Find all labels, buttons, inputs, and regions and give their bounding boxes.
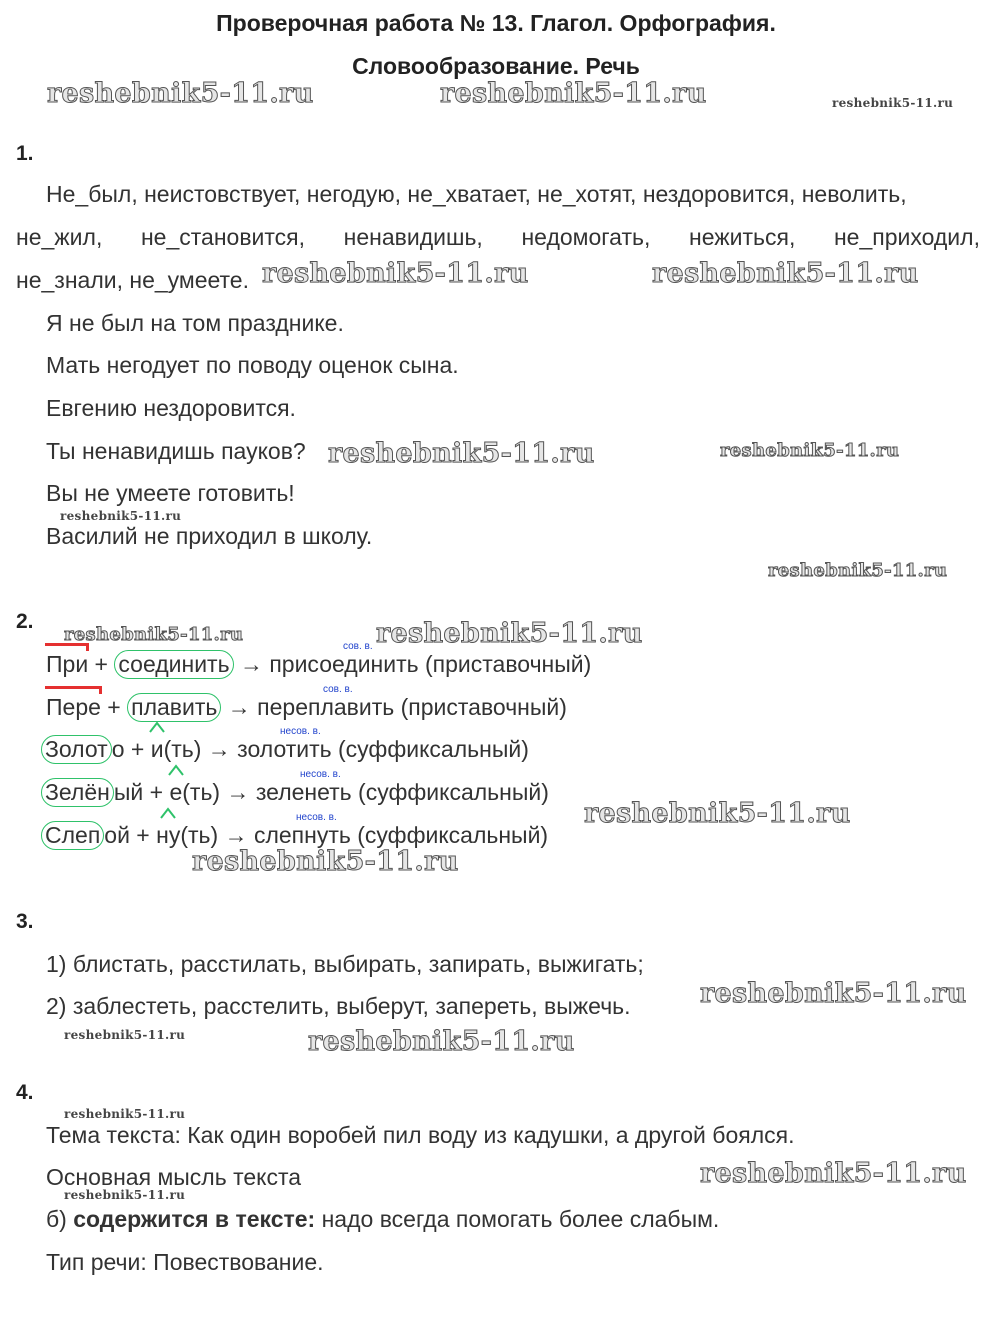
sentence: Евгению нездоровится.: [46, 395, 296, 421]
sentence: Мать негодует по поводу оценок сына.: [46, 352, 459, 378]
watermark: reshebnik5-11.ru: [262, 258, 529, 289]
base-oval: соединить: [114, 650, 233, 679]
watermark: reshebnik5-11.ru: [652, 258, 919, 289]
answer-line: 1) блистать, расстилать, выбирать, запирать, выжигать;: [46, 951, 644, 977]
watermark: reshebnik5-11.ru: [768, 560, 948, 581]
paragraph-line: не_знали, не_умеете.: [16, 267, 249, 293]
root-oval: Слеп: [41, 821, 104, 850]
watermark: reshebnik5-11.ru: [192, 846, 459, 877]
sentence: Василий не приходил в школу.: [46, 523, 373, 549]
word-formation-row: При + соединить → присоединить (приставочный): [46, 650, 591, 679]
prefix-morpheme: Пере: [46, 694, 101, 721]
word-formation-row: Пере + плавить → переплавить (приставочный): [46, 693, 567, 722]
suffix-caret-icon: [160, 807, 176, 819]
watermark: reshebnik5-11.ru: [60, 509, 182, 523]
watermark: reshebnik5-11.ru: [376, 618, 643, 649]
watermark: reshebnik5-11.ru: [440, 78, 707, 109]
word: ненавидишь,: [343, 224, 483, 250]
task-number: 2.: [16, 610, 34, 633]
watermark: reshebnik5-11.ru: [64, 1107, 186, 1121]
paragraph-line: [16, 224, 980, 251]
word-formation-row: Золот о + и(ть) → золотить (суффиксальный): [41, 735, 529, 764]
aspect-note: несов. в.: [296, 812, 337, 823]
watermark: reshebnik5-11.ru: [584, 798, 851, 829]
speech-type: Тип речи: Повествование.: [46, 1249, 324, 1275]
prefix-mark-icon: [45, 643, 89, 651]
page-subtitle: Словообразование. Речь: [352, 53, 640, 79]
prefix-morpheme: При: [46, 651, 88, 678]
word: не_жил,: [16, 224, 103, 250]
text-theme: Тема текста: Как один воробей пил воду из кадушки, а другой боялся.: [46, 1122, 795, 1148]
prefix-mark-icon: [45, 686, 102, 694]
watermark: reshebnik5-11.ru: [832, 96, 954, 110]
main-idea-label: Основная мысль текста: [46, 1164, 302, 1190]
aspect-note: несов. в.: [280, 726, 321, 737]
aspect-note: сов. в.: [323, 684, 353, 695]
main-idea-bold: содержится в тексте:: [73, 1206, 316, 1232]
task-number: 4.: [16, 1081, 34, 1104]
watermark: reshebnik5-11.ru: [64, 1028, 186, 1042]
watermark: reshebnik5-11.ru: [47, 78, 314, 109]
sentence: Я не был на том празднике.: [46, 310, 344, 336]
aspect-note: сов. в.: [343, 641, 373, 652]
suffix-caret-icon: [168, 764, 184, 776]
base-oval: плавить: [127, 693, 221, 722]
page-title: Проверочная работа № 13. Глагол. Орфография.: [216, 10, 776, 36]
word: недомогать,: [521, 224, 651, 250]
word-formation-row: Слеп ой + ну(ть) → слепнуть (суффиксальный): [41, 821, 548, 850]
watermark: reshebnik5-11.ru: [720, 440, 900, 461]
root-oval: Золот: [41, 735, 112, 764]
watermark: reshebnik5-11.ru: [64, 1188, 186, 1202]
main-idea-answer: б) содержится в тексте: надо всегда помогать более слабым.: [46, 1206, 720, 1232]
word: нежиться,: [689, 224, 796, 250]
suffix-morpheme: ну: [156, 822, 180, 849]
root-oval: Зелён: [41, 778, 114, 807]
watermark: reshebnik5-11.ru: [700, 978, 967, 1009]
answer-line: 2) заблестеть, расстелить, выберут, запереть, выжечь.: [46, 993, 631, 1019]
watermark: reshebnik5-11.ru: [700, 1158, 967, 1189]
suffix-caret-icon: [149, 721, 165, 733]
suffix-morpheme: и: [151, 736, 164, 763]
suffix-morpheme: е: [169, 779, 182, 806]
word: не_становится,: [140, 224, 306, 250]
sentence: Ты ненавидишь пауков?: [46, 438, 306, 464]
paragraph-line: Не_был, неистовствует, негодую, не_хватает, не_хотят, нездоровится, неволить,: [46, 181, 907, 207]
sentence: Вы не умеете готовить!: [46, 480, 295, 506]
watermark: reshebnik5-11.ru: [64, 624, 244, 645]
task-number: 1.: [16, 142, 34, 165]
aspect-note: несов. в.: [300, 769, 341, 780]
watermark: reshebnik5-11.ru: [308, 1026, 575, 1057]
word: не_приходил,: [833, 224, 980, 250]
task-number: 3.: [16, 910, 34, 933]
word-formation-row: Зелён ый + е(ть) → зеленеть (суффиксальный): [41, 778, 549, 807]
watermark: reshebnik5-11.ru: [328, 438, 595, 469]
